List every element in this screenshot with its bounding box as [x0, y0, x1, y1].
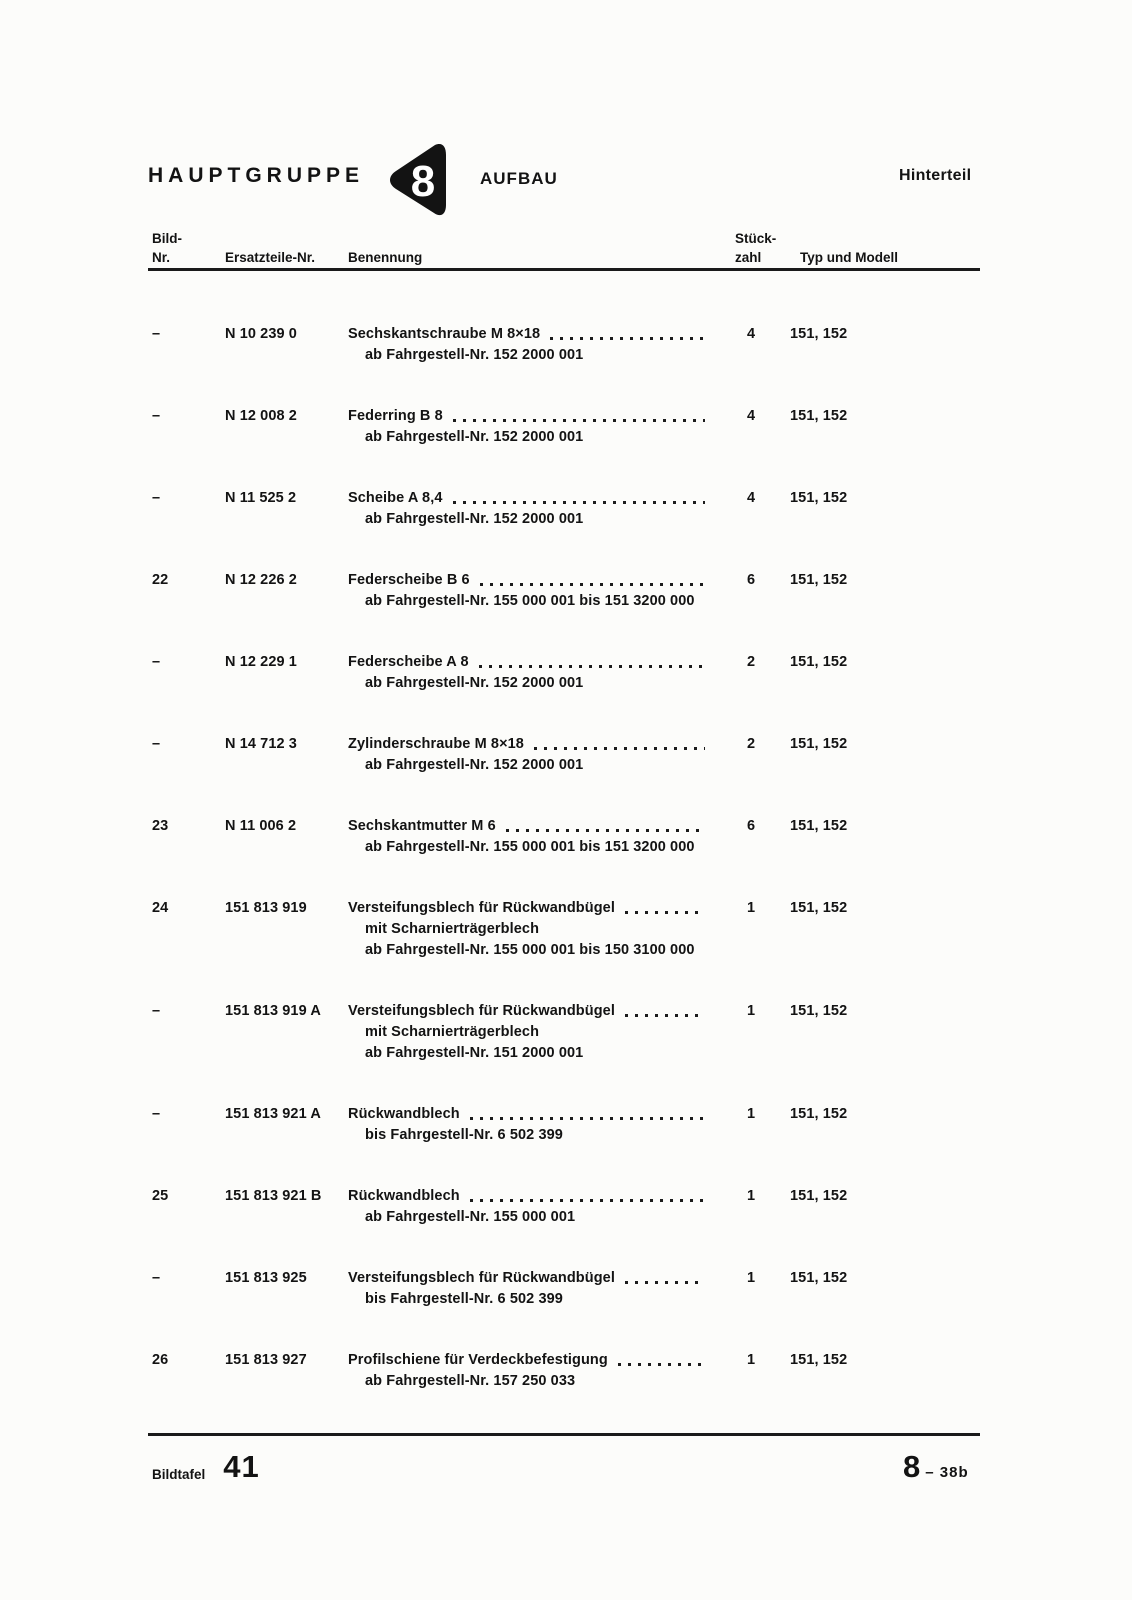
chassis-note: ab Fahrgestell-Nr. 151 2000 001 — [365, 1045, 584, 1061]
quantity-cell: 1 — [747, 900, 756, 916]
part-number-cell: N 14 712 3 — [225, 736, 297, 752]
description-cell — [348, 898, 735, 961]
chassis-note: mit Scharnierträgerblech — [365, 1024, 540, 1040]
table-row — [152, 406, 980, 448]
table-row — [152, 488, 980, 530]
footer-rule — [148, 1433, 980, 1436]
notes-container — [348, 509, 735, 530]
notes-container — [348, 1022, 735, 1064]
part-number-cell: N 10 239 0 — [225, 326, 297, 342]
table-row — [152, 1268, 980, 1310]
bild-nr-cell: 26 — [152, 1352, 169, 1368]
notes-container — [348, 1125, 735, 1146]
table-row — [152, 570, 980, 612]
part-name: Profilschiene für Verdeckbefestigung — [348, 1352, 608, 1368]
part-number-cell: 151 813 925 — [225, 1270, 307, 1286]
chassis-note: ab Fahrgestell-Nr. 152 2000 001 — [365, 347, 584, 363]
header-bild-line2: Nr. — [152, 250, 171, 265]
part-name: Federscheibe B 6 — [348, 572, 470, 588]
quantity-cell: 2 — [747, 736, 756, 752]
description-cell — [348, 1104, 735, 1146]
description-cell — [348, 324, 735, 366]
header-stueckzahl — [735, 229, 785, 267]
description-cell — [348, 1268, 735, 1310]
plate-label: Bildtafel — [152, 1467, 206, 1482]
plate-reference — [152, 1449, 260, 1485]
chassis-note: bis Fahrgestell-Nr. 6 502 399 — [365, 1291, 563, 1307]
table-row — [152, 1001, 980, 1064]
dot-leader — [470, 1199, 705, 1202]
header-bild-line1: Bild- — [152, 231, 182, 246]
type-model-cell: 151, 152 — [790, 654, 848, 670]
table-row — [152, 652, 980, 694]
part-number-cell: N 12 229 1 — [225, 654, 297, 670]
page-title: HAUPTGRUPPE — [148, 164, 365, 187]
part-name: Versteifungsblech für Rückwandbügel — [348, 1270, 615, 1286]
header-benennung: Benennung — [348, 250, 423, 265]
type-model-cell: 151, 152 — [790, 1106, 848, 1122]
type-model-cell: 151, 152 — [790, 1352, 848, 1368]
header-rule — [148, 268, 980, 271]
description-cell — [348, 1186, 735, 1228]
table-row — [152, 1104, 980, 1146]
part-name: Rückwandblech — [348, 1106, 460, 1122]
notes-container — [348, 591, 735, 612]
type-model-cell: 151, 152 — [790, 736, 848, 752]
dot-leader — [453, 501, 705, 504]
description-cell — [348, 734, 735, 776]
table-row — [152, 734, 980, 776]
bild-nr-cell: – — [152, 1270, 161, 1286]
part-name: Federscheibe A 8 — [348, 654, 469, 670]
part-name: Scheibe A 8,4 — [348, 490, 443, 506]
quantity-cell: 6 — [747, 572, 756, 588]
part-number-cell: N 11 525 2 — [225, 490, 297, 506]
notes-container — [348, 427, 735, 448]
dot-leader — [618, 1363, 705, 1366]
dot-leader — [479, 665, 705, 668]
chassis-note: mit Scharnierträgerblech — [365, 921, 540, 937]
header-part-number: Ersatzteile-Nr. — [225, 250, 316, 265]
section-title: AUFBAU — [480, 169, 558, 188]
table-header — [152, 229, 980, 267]
page-group-number: 8 — [903, 1449, 921, 1484]
dot-leader — [550, 337, 705, 340]
type-model-cell: 151, 152 — [790, 1270, 848, 1286]
dot-leader — [625, 911, 705, 914]
table-row — [152, 1350, 980, 1392]
part-name: Versteifungsblech für Rückwandbügel — [348, 900, 615, 916]
bild-nr-cell: 23 — [152, 818, 169, 834]
table-row — [152, 816, 980, 858]
quantity-cell: 4 — [747, 408, 756, 424]
header-qty-line2: zahl — [735, 250, 762, 265]
quantity-cell: 2 — [747, 654, 756, 670]
part-name: Zylinderschraube M 8×18 — [348, 736, 524, 752]
bild-nr-cell: – — [152, 1106, 161, 1122]
description-cell — [348, 652, 735, 694]
quantity-cell: 1 — [747, 1106, 756, 1122]
chassis-note: ab Fahrgestell-Nr. 155 000 001 bis 151 3200 000 — [365, 839, 695, 855]
part-number-cell: N 11 006 2 — [225, 818, 297, 834]
part-name: Sechskantmutter M 6 — [348, 818, 496, 834]
bild-nr-cell: – — [152, 654, 161, 670]
notes-container — [348, 919, 735, 961]
bild-nr-cell: – — [152, 736, 161, 752]
quantity-cell: 1 — [747, 1270, 756, 1286]
group-number-badge — [388, 142, 446, 218]
notes-container — [348, 1207, 735, 1228]
notes-container — [348, 673, 735, 694]
part-number-cell: N 12 226 2 — [225, 572, 297, 588]
chassis-note: ab Fahrgestell-Nr. 152 2000 001 — [365, 511, 584, 527]
plate-number: 41 — [223, 1449, 260, 1484]
part-name: Versteifungsblech für Rückwandbügel — [348, 1003, 615, 1019]
chassis-note: ab Fahrgestell-Nr. 155 000 001 — [365, 1209, 576, 1225]
page-suffix: – 38b — [925, 1464, 969, 1481]
dot-leader — [625, 1281, 705, 1284]
part-name: Federring B 8 — [348, 408, 443, 424]
type-model-cell: 151, 152 — [790, 408, 848, 424]
part-number-cell: 151 813 919 — [225, 900, 307, 916]
region-title: Hinterteil — [899, 167, 972, 184]
bild-nr-cell: – — [152, 490, 161, 506]
chassis-note: ab Fahrgestell-Nr. 155 000 001 bis 150 3100 000 — [365, 942, 695, 958]
part-name: Sechskantschraube M 8×18 — [348, 326, 541, 342]
part-number-cell: 151 813 927 — [225, 1352, 307, 1368]
bild-nr-cell: – — [152, 1003, 161, 1019]
chassis-note: ab Fahrgestell-Nr. 152 2000 001 — [365, 757, 584, 773]
dot-leader — [506, 829, 705, 832]
header-bild-nr — [152, 229, 225, 267]
badge-number: 8 — [410, 157, 436, 206]
description-cell — [348, 406, 735, 448]
description-cell — [348, 1350, 735, 1392]
chassis-note: ab Fahrgestell-Nr. 152 2000 001 — [365, 429, 584, 445]
chassis-note: bis Fahrgestell-Nr. 6 502 399 — [365, 1127, 563, 1143]
bild-nr-cell: 25 — [152, 1188, 169, 1204]
chassis-note: ab Fahrgestell-Nr. 155 000 001 bis 151 3200 000 — [365, 593, 695, 609]
header-typ-modell: Typ und Modell — [800, 250, 898, 265]
notes-container — [348, 345, 735, 366]
header-qty-line1: Stück- — [735, 231, 777, 246]
quantity-cell: 4 — [747, 490, 756, 506]
description-cell — [348, 488, 735, 530]
chassis-note: ab Fahrgestell-Nr. 157 250 033 — [365, 1373, 576, 1389]
part-name: Rückwandblech — [348, 1188, 460, 1204]
bild-nr-cell: 24 — [152, 900, 169, 916]
bild-nr-cell: – — [152, 326, 161, 342]
quantity-cell: 1 — [747, 1003, 756, 1019]
quantity-cell: 4 — [747, 326, 756, 342]
type-model-cell: 151, 152 — [790, 1003, 848, 1019]
table-row — [152, 1186, 980, 1228]
type-model-cell: 151, 152 — [790, 572, 848, 588]
part-number-cell: 151 813 921 A — [225, 1106, 321, 1122]
notes-container — [348, 1289, 735, 1310]
type-model-cell: 151, 152 — [790, 1188, 848, 1204]
notes-container — [348, 755, 735, 776]
dot-leader — [625, 1014, 705, 1017]
description-cell — [348, 1001, 735, 1064]
bild-nr-cell: – — [152, 408, 161, 424]
type-model-cell: 151, 152 — [790, 900, 848, 916]
bild-nr-cell: 22 — [152, 572, 169, 588]
quantity-cell: 6 — [747, 818, 756, 834]
dot-leader — [480, 583, 705, 586]
quantity-cell: 1 — [747, 1352, 756, 1368]
part-number-cell: 151 813 919 A — [225, 1003, 321, 1019]
page-reference — [903, 1449, 969, 1485]
part-number-cell: N 12 008 2 — [225, 408, 297, 424]
type-model-cell: 151, 152 — [790, 818, 848, 834]
dot-leader — [470, 1117, 705, 1120]
type-model-cell: 151, 152 — [790, 490, 848, 506]
chassis-note: ab Fahrgestell-Nr. 152 2000 001 — [365, 675, 584, 691]
dot-leader — [453, 419, 705, 422]
description-cell — [348, 816, 735, 858]
notes-container — [348, 837, 735, 858]
dot-leader — [534, 747, 705, 750]
type-model-cell: 151, 152 — [790, 326, 848, 342]
quantity-cell: 1 — [747, 1188, 756, 1204]
description-cell — [348, 570, 735, 612]
notes-container — [348, 1371, 735, 1392]
table-row — [152, 898, 980, 961]
parts-table-body — [0, 324, 1132, 1432]
part-number-cell: 151 813 921 B — [225, 1188, 322, 1204]
table-row — [152, 324, 980, 366]
